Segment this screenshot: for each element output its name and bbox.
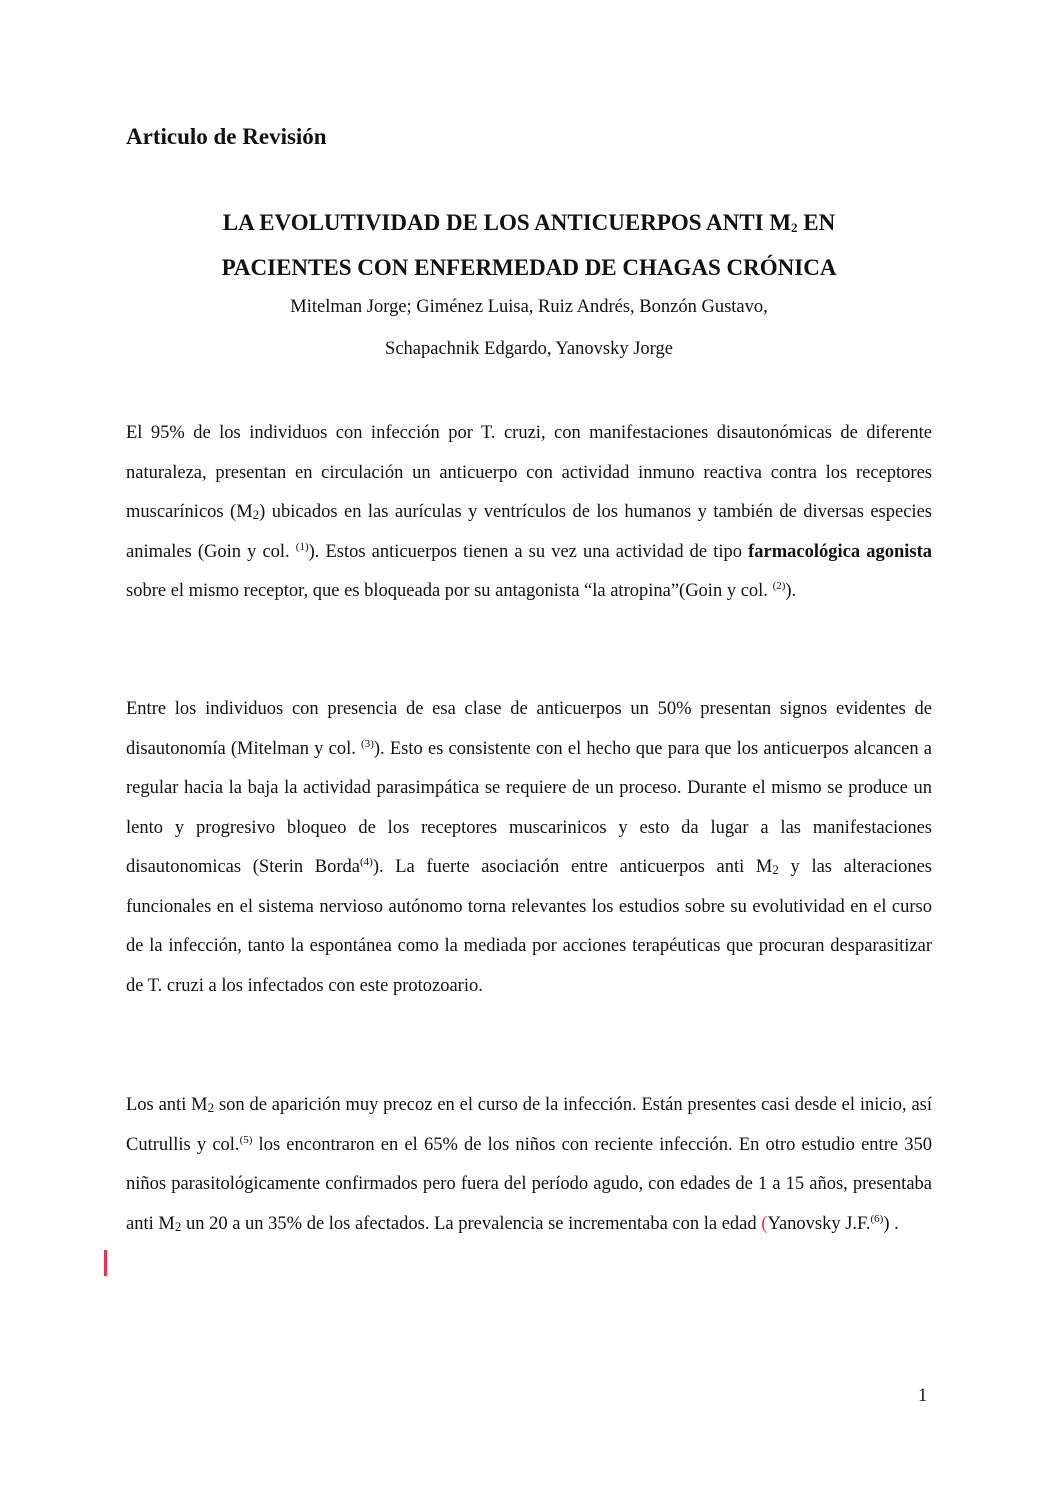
citation-ref: (1)	[295, 540, 309, 553]
section-label: Articulo de Revisión	[126, 124, 327, 149]
paragraph-text: sobre el mismo receptor, que es bloqueada por su antagonista “la atropina”(Goin y col.	[126, 581, 773, 601]
paragraph-text: y las alteraciones funcionales en el sistema nervioso autónomo torna relevantes los estudios sobre su evolutividad en el curso de la infección, tanto la espontánea como la mediada por acciones terapéuticas que procuran desparasitizar de T. cruzi a los infectados con este protozoario.	[126, 857, 933, 996]
title-text: EN	[797, 210, 836, 235]
title-subscript: 2	[791, 220, 798, 235]
paragraph-text: ). Esto es consistente con el hecho que para que los anticuerpos alcancen a regular hacia la baja la actividad parasimpática se requiere de un proceso. Durante el mismo se produce un lento y progresivo bloqueo de los receptores muscarinicos y esto da lugar a las manifestaciones disautonomicas (Sterin Borda	[126, 738, 932, 877]
paragraph-text: Yanovsky J.F.	[767, 1213, 871, 1234]
paragraph-text: El 95% de los individuos con infección por T. cruzi, con manifestaciones disautonómicas de diferente naturaleza, presentan en circulación un anticuerpo con actividad inmuno reactiva contra los receptores muscarínicos (M	[126, 423, 932, 522]
revision-mark	[104, 1250, 107, 1276]
page-number: 1	[918, 1386, 928, 1406]
paragraph-2	[126, 690, 932, 1006]
citation-ref: (6)	[870, 1212, 884, 1225]
title-text: LA EVOLUTIVIDAD DE LOS ANTICUERPOS ANTI M	[222, 210, 792, 235]
citation-ref: (5)	[239, 1133, 253, 1146]
tracked-change-paren: (	[761, 1213, 768, 1234]
paragraph-text: ). Estos anticuerpos tienen a su vez una actividad de tipo	[308, 541, 749, 562]
bold-term: farmacológica agonista	[748, 541, 932, 562]
subscript: 2	[252, 507, 260, 522]
subscript: 2	[207, 1100, 215, 1115]
paragraph-text: Entre los individuos con presencia de esa clase de anticuerpos un 50% presentan signos evidentes de disautonomía (Mitelman y col.	[126, 699, 932, 759]
paragraph-3	[126, 1086, 932, 1244]
article-title-line-2: PACIENTES CON ENFERMEDAD DE CHAGAS CRÓNICA	[221, 255, 837, 280]
paragraph-text: ) ubicados en las aurículas y ventrículos de los humanos y también de diversas especies animales (Goin y col.	[126, 502, 932, 562]
paragraph-text: ). La fuerte asociación entre anticuerpos anti M	[372, 857, 773, 877]
paragraph-text: son de aparición muy precoz en el curso de la infección. Están presentes casi desde el inicio, así Cutrullis y col.	[126, 1095, 932, 1155]
citation-ref: (3)	[361, 737, 374, 750]
article-title-line-1	[126, 211, 932, 234]
authors-line-2: Schapachnik Edgardo, Yanovsky Jorge	[385, 339, 673, 359]
citation-ref: (4)	[359, 856, 373, 868]
paragraph-text: un 20 a un 35% de los afectados. La prevalencia se incrementaba con la edad	[181, 1213, 762, 1234]
paragraph-text: los encontraron en el 65% de los niños con reciente infección. En otro estudio entre 350 niños parasitológicamente confirmados pero fuera del período agudo, con edades de 1 a 15 años, presentaba anti M	[126, 1134, 932, 1234]
citation-ref: (2)	[772, 580, 786, 592]
subscript: 2	[174, 1218, 182, 1234]
paragraph-text: Los anti M	[126, 1095, 208, 1115]
authors-line-1: Mitelman Jorge; Giménez Luisa, Ruiz Andrés, Bonzón Gustavo,	[290, 297, 768, 317]
paragraph-1	[126, 414, 932, 612]
paragraph-text: ).	[785, 581, 797, 601]
subscript: 2	[772, 862, 779, 877]
paragraph-text: ) .	[883, 1213, 899, 1234]
